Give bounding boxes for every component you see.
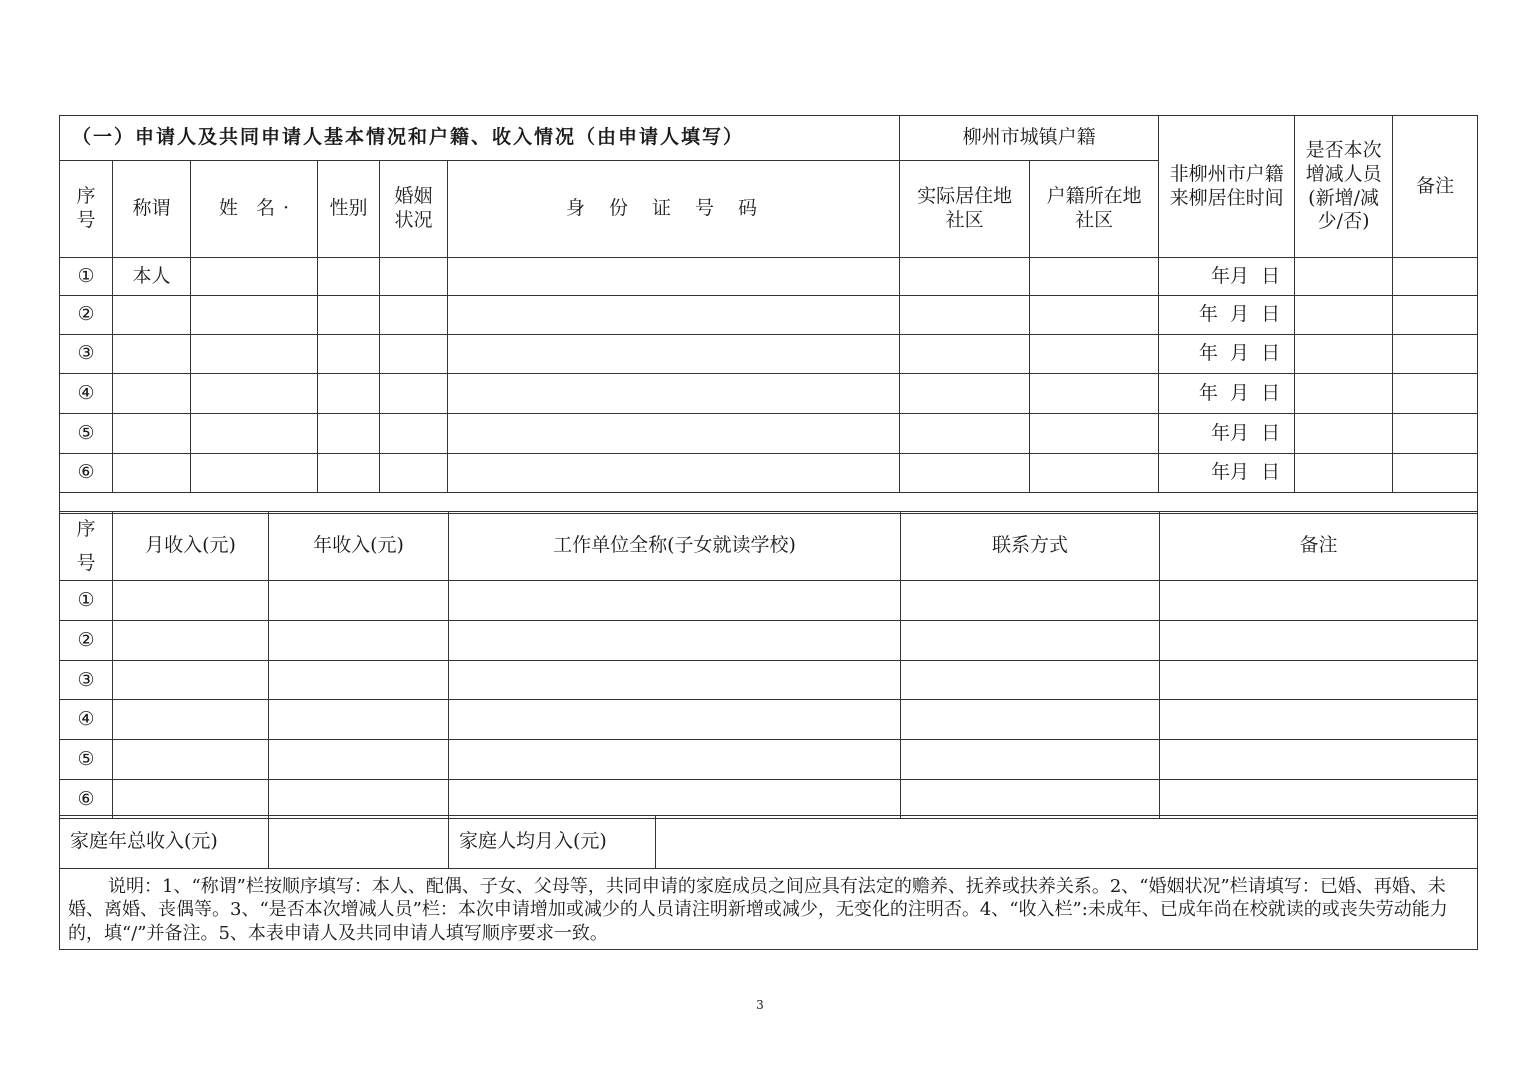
change-status-cell[interactable] bbox=[1295, 335, 1393, 374]
yearly-income-cell[interactable] bbox=[269, 780, 449, 819]
contact-header: 联系方式 bbox=[901, 512, 1160, 581]
workplace-cell[interactable] bbox=[449, 740, 901, 780]
section-title: （一）申请人及共同申请人基本情况和户籍、收入情况（由申请人填写） bbox=[60, 116, 900, 161]
row-seq: ⑥ bbox=[60, 454, 113, 493]
gender-cell[interactable] bbox=[318, 335, 380, 374]
row-seq: ④ bbox=[60, 700, 113, 740]
huji-community-cell[interactable] bbox=[1030, 374, 1159, 414]
residence-community-cell[interactable] bbox=[900, 374, 1030, 414]
member-row bbox=[60, 374, 1478, 414]
huji-community-cell[interactable] bbox=[1030, 454, 1159, 493]
title-cell[interactable] bbox=[113, 454, 191, 493]
remarks-cell[interactable] bbox=[1393, 374, 1478, 414]
income-row bbox=[60, 700, 1478, 740]
income-row bbox=[60, 740, 1478, 780]
member-row bbox=[60, 258, 1478, 296]
monthly-income-header: 月收入(元) bbox=[113, 512, 269, 581]
name-cell[interactable] bbox=[191, 374, 318, 414]
workplace-cell[interactable] bbox=[449, 621, 901, 661]
row-seq: ① bbox=[60, 581, 113, 621]
row-seq: ① bbox=[60, 258, 113, 296]
remarks-cell[interactable] bbox=[1393, 296, 1478, 335]
residence-community-cell[interactable] bbox=[900, 454, 1030, 493]
income-table bbox=[59, 511, 1478, 819]
title-cell[interactable] bbox=[113, 296, 191, 335]
monthly-income-cell[interactable] bbox=[113, 780, 269, 819]
income-row bbox=[60, 581, 1478, 621]
remarks-cell[interactable] bbox=[1393, 335, 1478, 374]
gender-header: 性别 bbox=[318, 161, 380, 258]
monthly-income-cell[interactable] bbox=[113, 700, 269, 740]
gender-cell[interactable] bbox=[318, 414, 380, 454]
marital-cell[interactable] bbox=[380, 296, 448, 335]
marital-cell[interactable] bbox=[380, 374, 448, 414]
monthly-income-cell[interactable] bbox=[113, 621, 269, 661]
row-seq: ② bbox=[60, 621, 113, 661]
income-remarks-header: 备注 bbox=[1160, 512, 1478, 581]
id-number-grid[interactable] bbox=[448, 335, 900, 374]
yearly-income-cell[interactable] bbox=[269, 661, 449, 700]
member-row bbox=[60, 414, 1478, 454]
marital-header: 婚姻状况 bbox=[380, 161, 448, 258]
residence-community-cell[interactable] bbox=[900, 258, 1030, 296]
id-number-header: 身份证号码 bbox=[448, 161, 900, 258]
income-seq-header: 序号 bbox=[60, 512, 113, 581]
residence-community-header: 实际居住地社区 bbox=[900, 161, 1030, 258]
gender-cell[interactable] bbox=[318, 374, 380, 414]
name-header: 姓 名 · bbox=[191, 161, 318, 258]
contact-cell[interactable] bbox=[901, 740, 1160, 780]
seq-header: 序号 bbox=[60, 161, 113, 258]
huji-community-cell[interactable] bbox=[1030, 335, 1159, 374]
change-status-cell[interactable] bbox=[1295, 414, 1393, 454]
marital-cell[interactable] bbox=[380, 335, 448, 374]
workplace-cell[interactable] bbox=[449, 780, 901, 819]
change-status-cell[interactable] bbox=[1295, 258, 1393, 296]
member-row bbox=[60, 296, 1478, 335]
title-cell[interactable]: 本人 bbox=[113, 258, 191, 296]
residence-date-cell[interactable]: 年月 日 bbox=[1159, 414, 1295, 454]
monthly-income-cell[interactable] bbox=[113, 740, 269, 780]
residence-date-cell[interactable]: 年 月 日 bbox=[1159, 335, 1295, 374]
change-status-cell[interactable] bbox=[1295, 454, 1393, 493]
liuzhou-huji-header: 柳州市城镇户籍 bbox=[900, 116, 1159, 161]
yearly-income-cell[interactable] bbox=[269, 740, 449, 780]
basic-info-table bbox=[59, 115, 1478, 514]
gender-cell[interactable] bbox=[318, 454, 380, 493]
residence-date-cell[interactable]: 年月 日 bbox=[1159, 258, 1295, 296]
totals-table bbox=[59, 815, 1478, 950]
name-cell[interactable] bbox=[191, 296, 318, 335]
instructions-note: 说明：1、“称谓”栏按顺序填写：本人、配偶、子女、父母等，共同申请的家庭成员之间应具有法定的赡养、抚养或扶养关系。2、“婚姻状况”栏请填写：已婚、再婚、未婚、离婚、丧偶等。3、“是否本次增减人员”栏：本次申请增加或减少的人员请注明新增或减少，无变化的注明否。4、“收入栏”:未成年、已成年尚在校就读的或丧失劳动能力的，填“/”并备注。5、本表申请人及共同申请人填写顺序要求一致。 bbox=[60, 869, 1478, 950]
income-remarks-cell[interactable] bbox=[1160, 700, 1478, 740]
yearly-income-header: 年收入(元) bbox=[269, 512, 449, 581]
income-remarks-cell[interactable] bbox=[1160, 581, 1478, 621]
residence-community-cell[interactable] bbox=[900, 296, 1030, 335]
change-status-header: 是否本次增减人员(新增/减少/否) bbox=[1295, 116, 1393, 258]
title-cell[interactable] bbox=[113, 335, 191, 374]
huji-community-cell[interactable] bbox=[1030, 258, 1159, 296]
member-row bbox=[60, 335, 1478, 374]
id-number-grid[interactable] bbox=[448, 414, 900, 454]
remarks-header: 备注 bbox=[1393, 116, 1478, 258]
monthly-income-cell[interactable] bbox=[113, 581, 269, 621]
title-cell[interactable] bbox=[113, 414, 191, 454]
per-capita-income-value[interactable] bbox=[656, 816, 1478, 869]
marital-cell[interactable] bbox=[380, 454, 448, 493]
residence-community-cell[interactable] bbox=[900, 335, 1030, 374]
workplace-cell[interactable] bbox=[449, 700, 901, 740]
id-number-grid[interactable] bbox=[448, 374, 900, 414]
residence-date-cell[interactable]: 年 月 日 bbox=[1159, 374, 1295, 414]
yearly-income-cell[interactable] bbox=[269, 621, 449, 661]
row-seq: ⑤ bbox=[60, 414, 113, 454]
name-cell[interactable] bbox=[191, 335, 318, 374]
contact-cell[interactable] bbox=[901, 581, 1160, 621]
income-remarks-cell[interactable] bbox=[1160, 621, 1478, 661]
contact-cell[interactable] bbox=[901, 661, 1160, 700]
residence-date-cell[interactable]: 年 月 日 bbox=[1159, 296, 1295, 335]
gender-cell[interactable] bbox=[318, 258, 380, 296]
yearly-income-cell[interactable] bbox=[269, 581, 449, 621]
contact-cell[interactable] bbox=[901, 700, 1160, 740]
id-number-grid[interactable] bbox=[448, 258, 900, 296]
row-seq: ③ bbox=[60, 335, 113, 374]
row-seq: ④ bbox=[60, 374, 113, 414]
remarks-cell[interactable] bbox=[1393, 414, 1478, 454]
income-row bbox=[60, 621, 1478, 661]
residence-date-cell[interactable]: 年月 日 bbox=[1159, 454, 1295, 493]
name-cell[interactable] bbox=[191, 454, 318, 493]
remarks-cell[interactable] bbox=[1393, 454, 1478, 493]
member-row bbox=[60, 454, 1478, 493]
income-row bbox=[60, 780, 1478, 819]
huji-community-cell[interactable] bbox=[1030, 296, 1159, 335]
income-row bbox=[60, 661, 1478, 700]
name-cell[interactable] bbox=[191, 258, 318, 296]
change-status-cell[interactable] bbox=[1295, 374, 1393, 414]
row-seq: ③ bbox=[60, 661, 113, 700]
income-remarks-cell[interactable] bbox=[1160, 740, 1478, 780]
huji-community-cell[interactable] bbox=[1030, 414, 1159, 454]
non-liuzhou-header: 非柳州市户籍来柳居住时间 bbox=[1159, 116, 1295, 258]
remarks-cell[interactable] bbox=[1393, 258, 1478, 296]
marital-cell[interactable] bbox=[380, 258, 448, 296]
residence-community-cell[interactable] bbox=[900, 414, 1030, 454]
title-header: 称谓 bbox=[113, 161, 191, 258]
per-capita-income-label: 家庭人均月入(元) bbox=[449, 816, 656, 869]
family-annual-income-label: 家庭年总收入(元) bbox=[60, 816, 269, 869]
family-annual-income-value[interactable] bbox=[269, 816, 449, 869]
row-seq: ⑤ bbox=[60, 740, 113, 780]
huji-community-header: 户籍所在地社区 bbox=[1030, 161, 1159, 258]
row-seq: ⑥ bbox=[60, 780, 113, 819]
change-status-cell[interactable] bbox=[1295, 296, 1393, 335]
id-number-grid[interactable] bbox=[448, 454, 900, 493]
name-cell[interactable] bbox=[191, 414, 318, 454]
monthly-income-cell[interactable] bbox=[113, 661, 269, 700]
workplace-cell[interactable] bbox=[449, 661, 901, 700]
income-remarks-cell[interactable] bbox=[1160, 780, 1478, 819]
page-number: 3 bbox=[756, 998, 764, 1012]
id-number-grid[interactable] bbox=[448, 296, 900, 335]
workplace-cell[interactable] bbox=[449, 581, 901, 621]
title-cell[interactable] bbox=[113, 374, 191, 414]
gender-cell[interactable] bbox=[318, 296, 380, 335]
contact-cell[interactable] bbox=[901, 621, 1160, 661]
yearly-income-cell[interactable] bbox=[269, 700, 449, 740]
income-remarks-cell[interactable] bbox=[1160, 661, 1478, 700]
marital-cell[interactable] bbox=[380, 414, 448, 454]
contact-cell[interactable] bbox=[901, 780, 1160, 819]
row-seq: ② bbox=[60, 296, 113, 335]
workplace-header: 工作单位全称(子女就读学校) bbox=[449, 512, 901, 581]
